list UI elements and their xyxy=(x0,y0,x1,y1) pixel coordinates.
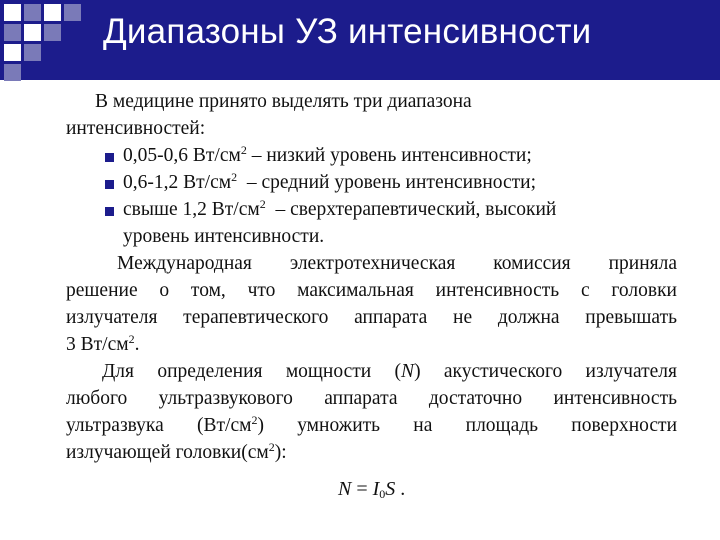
iec-line-2: решение о том, что максимальная интенсивность с головки xyxy=(66,280,677,301)
range-item-medium: 0,6-1,2 $Вт/см^2$ – средний уровень интенсивности; xyxy=(123,170,537,193)
power-line-4: излучающей $головки(см^2)$: xyxy=(66,440,287,463)
power-formula: $N = I_0S$ . xyxy=(338,478,406,501)
bullet-icon xyxy=(105,207,114,216)
iec-line-3: излучателя терапевтического аппарата не должна превышать xyxy=(66,307,677,328)
iec-line-4: 3 $Вт/см^2$. xyxy=(66,332,140,355)
slide-title: Диапазоны УЗ интенсивности xyxy=(103,12,592,51)
intro-line-1: В медицине принято выделять три диапазона xyxy=(95,91,472,112)
range-item-high-cont: уровень интенсивности. xyxy=(123,226,325,247)
power-line-3: ультразвука $(Вт/см^2)$ умножить на площадь поверхности xyxy=(66,413,677,436)
intro-line-2: интенсивностей: xyxy=(66,118,206,139)
iec-line-1: Международная электротехническая комиссия приняла xyxy=(117,253,677,274)
power-line-2: любого ультразвукового аппарата достаточно интенсивность xyxy=(66,388,677,409)
bullet-icon xyxy=(105,153,114,162)
range-item-low: 0,05-0,6 $Вт/см^2$ – низкий уровень интенсивности; xyxy=(123,143,532,166)
bullet-icon xyxy=(105,180,114,189)
range-item-high: свыше 1,2 $Вт/см^2$ – сверхтерапевтический, высокий xyxy=(123,197,557,220)
power-line-1: Для определения мощности (N) акустического излучателя xyxy=(102,361,677,382)
